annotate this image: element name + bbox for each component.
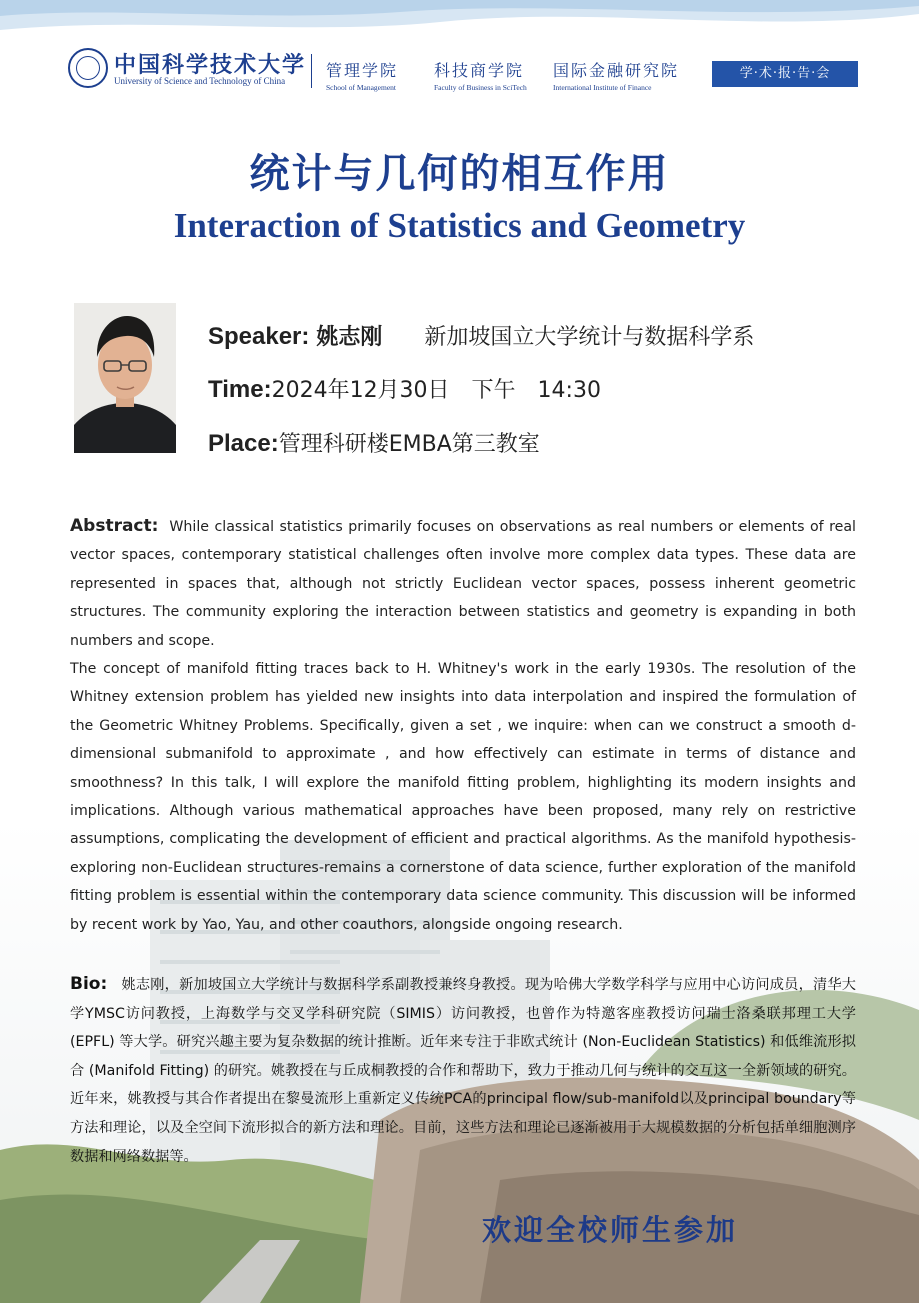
school-name-cn: 国际金融研究院	[553, 61, 680, 80]
school-management	[326, 58, 398, 92]
welcome-message: 欢迎全校师生参加	[482, 1213, 739, 1247]
university-seal-icon	[68, 48, 108, 88]
bio-label: Bio:	[70, 974, 108, 994]
school-name-cn: 科技商学院	[434, 61, 525, 80]
seminar-badge: 学·术·报·告·会	[712, 61, 858, 87]
time-label: Time:	[208, 376, 272, 403]
school-name-en: International Institute of Finance	[553, 83, 652, 92]
university-name-cn: 中国科学技术大学	[114, 52, 307, 78]
time-value: 2024年12月30日 下午 14:30	[271, 378, 601, 403]
speaker-line	[208, 320, 754, 351]
abstract-label: Abstract:	[70, 516, 159, 536]
abstract-paragraph-2: The concept of manifold fitting traces back to H. Whitney's work in the early 1930s. The resolution of the Whitney extension problem has yielded new insights into data interpolation and inspired the formulation of the Geometric Whitney Problems. Specifically, given a set , we inquire: when can we construct a smooth d-dimensional submanifold to approximate , and how effectively can estimate in terms of distance and smoothness? In this talk, I will explore the manifold fitting problem, highlighting its modern insights and implications. Although various mathematical approaches have been proposed, many rely on restrictive assumptions, complicating the development of efficient and practical algorithms. As the manifold hypothesis-exploring non-Euclidean structures-remains a cornerstone of data science, further exploration of the manifold fitting problem is essential within the contemporary data science community. This discussion will be informed by recent work by Yao, Yau, and other coauthors, alongside ongoing research.	[70, 661, 856, 933]
university-name-en: University of Science and Technology of China	[114, 76, 286, 86]
header	[68, 46, 858, 94]
speaker-label: Speaker:	[208, 323, 310, 350]
speaker-affiliation: 新加坡国立大学统计与数据科学系	[424, 325, 755, 350]
bio-text: 姚志刚，新加坡国立大学统计与数据科学系副教授兼终身教授。现为哈佛大学数学科学与应用中心访问成员，清华大学YMSC访问教授，上海数学与交叉学科研究院（SIMIS）访问教授，也曾作为特邀客座教授访问瑞士洛桑联邦理工大学 (EPFL) 等大学。研究兴趣主要为复杂数据的统计推断。近年来专注于非欧式统计 (Non-Euclidean Statistics) 和低维流形拟合 (Manifold Fitting) 的研究。姚教授在与丘成桐教授的合作和帮助下，致力于推动几何与统计的交互这一全新领域的研究。近年来，姚教授与其合作者提出在黎曼流形上重新定义传统PCA的principal flow/sub-manifold以及principal boundary等方法和理论，以及全空间下流形拟合的新方法和理论。目前，这些方法和理论已逐渐被用于大规模数据的分析包括单细胞测序数据和网络数据等。	[70, 977, 856, 1165]
abstract-section	[70, 512, 856, 939]
speaker-name: 姚志刚	[316, 325, 383, 350]
school-business	[434, 58, 527, 92]
speaker-photo	[74, 303, 176, 453]
abstract-paragraph-1: While classical statistics primarily focuses on observations as real numbers or elements of real vector spaces, contemporary statistical challenges often involve more complex data types. These data are represented in spaces that, although not strictly Euclidean vector spaces, possess inherent geometric structures. The community exploring the interaction between statistics and geometry is expanding in both numbers and scope.	[70, 519, 856, 649]
place-value: 管理科研楼EMBA第三教室	[278, 432, 540, 457]
title-en: Interaction of Statistics and Geometry	[173, 206, 746, 245]
school-finance	[553, 58, 679, 92]
header-divider	[311, 54, 312, 88]
time-line	[208, 373, 601, 404]
school-name-en: School of Management	[326, 83, 396, 92]
place-line	[208, 427, 540, 458]
title-cn: 统计与几何的相互作用	[249, 150, 670, 197]
bio-section	[70, 970, 856, 1171]
school-name-en: Faculty of Business in SciTech	[434, 83, 527, 92]
school-name-cn: 管理学院	[326, 61, 399, 80]
place-label: Place:	[208, 430, 279, 457]
